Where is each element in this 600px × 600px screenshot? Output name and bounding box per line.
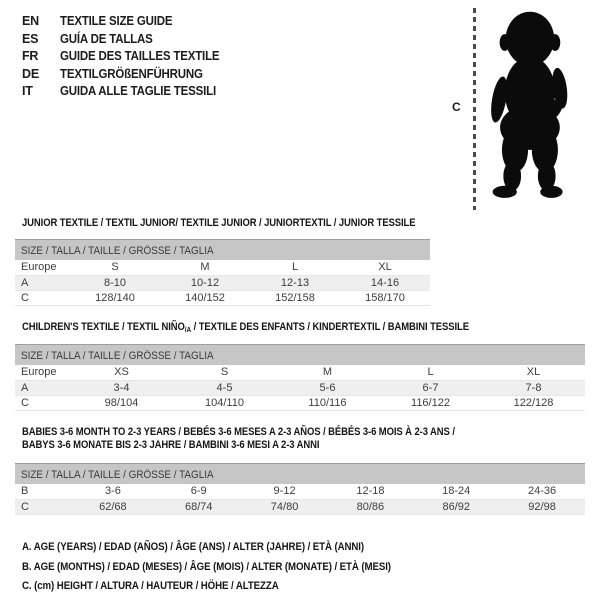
table-row bbox=[15, 260, 430, 275]
lang-title: GUÍA DE TALLAS bbox=[60, 31, 153, 46]
row-label: C bbox=[15, 290, 70, 305]
table-cell: M bbox=[160, 260, 250, 275]
height-measure-label: C bbox=[452, 100, 461, 114]
footnotes-block bbox=[22, 538, 441, 597]
lang-code: DE bbox=[22, 66, 39, 81]
size-header-band: SIZE / TALLA / TAILLE / GRÖSSE / TAGLIA bbox=[15, 464, 585, 485]
table-cell: 128/140 bbox=[70, 290, 160, 305]
table-cell: M bbox=[276, 365, 379, 380]
table-cell: 62/68 bbox=[70, 499, 156, 514]
children-table-title: CHILDREN'S TEXTILE / TEXTIL NIÑO/A / TEXTILE DES ENFANTS / KINDERTEXTIL / BAMBINI TESSILE bbox=[22, 321, 469, 334]
toddler-silhouette-icon bbox=[487, 6, 571, 206]
lang-code: IT bbox=[22, 84, 33, 98]
footnote-c: C. (cm) HEIGHT / ALTURA / HAUTEUR / HÖHE / ALTEZZA bbox=[22, 580, 279, 592]
lang-title: GUIDE DES TAILLES TEXTILE bbox=[60, 49, 220, 63]
table-cell: S bbox=[173, 365, 276, 380]
row-label: A bbox=[15, 275, 70, 290]
lang-title: TEXTILGRÖßENFÜHRUNG bbox=[60, 66, 203, 81]
table-cell: 18-24 bbox=[413, 484, 499, 499]
table-cell: 14-16 bbox=[340, 275, 430, 290]
table-cell: 9-12 bbox=[242, 484, 328, 499]
table-cell: XL bbox=[482, 365, 585, 380]
table-cell: 104/110 bbox=[173, 395, 276, 410]
table-cell: 140/152 bbox=[160, 290, 250, 305]
lang-row-fr bbox=[22, 48, 233, 66]
row-label: Europe bbox=[15, 260, 70, 275]
junior-table-title: JUNIOR TEXTILE / TEXTIL JUNIOR/ TEXTILE JUNIOR / JUNIORTEXTIL / JUNIOR TESSILE bbox=[22, 217, 416, 229]
table-cell: 68/74 bbox=[156, 499, 242, 514]
table-cell: 74/80 bbox=[242, 499, 328, 514]
table-cell: 12-13 bbox=[250, 275, 340, 290]
table-cell: 12-18 bbox=[327, 484, 413, 499]
table-cell: 152/158 bbox=[250, 290, 340, 305]
lang-code: FR bbox=[22, 49, 39, 63]
lang-code: ES bbox=[22, 31, 39, 46]
table-cell: 10-12 bbox=[160, 275, 250, 290]
table-row bbox=[15, 290, 430, 305]
table-cell: XS bbox=[70, 365, 173, 380]
table-cell: 7-8 bbox=[482, 380, 585, 395]
table-cell: S bbox=[70, 260, 160, 275]
table-cell: 122/128 bbox=[482, 395, 585, 410]
table-cell: 92/98 bbox=[499, 499, 585, 514]
table-row bbox=[15, 499, 585, 514]
table-row bbox=[15, 275, 430, 290]
babies-table-title: BABIES 3-6 MONTH TO 2-3 YEARS / BEBÉS 3-6 MESES A 2-3 AÑOS / BÉBÉS 3-6 MOIS À 2-3 ANS / BABYS 3-6 MONATE BIS 2-3 JAHRE / BAMBINI 3-6 MESI A 2-3 ANNI bbox=[22, 426, 455, 451]
size-header-band: SIZE / TALLA / TAILLE / GRÖSSE / TAGLIA bbox=[15, 345, 585, 366]
row-label: B bbox=[15, 484, 70, 499]
table-cell: 6-9 bbox=[156, 484, 242, 499]
children-size-table bbox=[15, 344, 585, 411]
lang-row-es bbox=[22, 31, 233, 49]
lang-title: TEXTILE SIZE GUIDE bbox=[60, 14, 173, 28]
table-cell: 158/170 bbox=[340, 290, 430, 305]
lang-code: EN bbox=[22, 14, 39, 28]
table-cell: XL bbox=[340, 260, 430, 275]
row-label: Europe bbox=[15, 365, 70, 380]
table-cell: L bbox=[379, 365, 482, 380]
table-cell: 8-10 bbox=[70, 275, 160, 290]
lang-row-de bbox=[22, 66, 233, 84]
height-measure-dotted-line bbox=[473, 8, 476, 210]
language-title-block bbox=[22, 13, 233, 101]
lang-row-en bbox=[22, 13, 233, 31]
table-row bbox=[15, 395, 585, 410]
lang-row-it bbox=[22, 83, 233, 101]
table-cell: 86/92 bbox=[413, 499, 499, 514]
table-cell: 110/116 bbox=[276, 395, 379, 410]
table-cell: 3-4 bbox=[70, 380, 173, 395]
table-row bbox=[15, 365, 585, 380]
table-cell: 5-6 bbox=[276, 380, 379, 395]
table-cell: 4-5 bbox=[173, 380, 276, 395]
table-cell: 116/122 bbox=[379, 395, 482, 410]
footnote-a: A. AGE (YEARS) / EDAD (AÑOS) / ÂGE (ANS) / ALTER (JAHRE) / ETÀ (ANNI) bbox=[22, 541, 365, 553]
table-cell: L bbox=[250, 260, 340, 275]
junior-size-table bbox=[15, 239, 430, 306]
row-label: C bbox=[15, 499, 70, 514]
table-cell: 24-36 bbox=[499, 484, 585, 499]
row-label: A bbox=[15, 380, 70, 395]
lang-title: GUIDA ALLE TAGLIE TESSILI bbox=[60, 84, 216, 98]
table-cell: 3-6 bbox=[70, 484, 156, 499]
size-header-band: SIZE / TALLA / TAILLE / GRÖSSE / TAGLIA bbox=[15, 240, 430, 261]
table-cell: 6-7 bbox=[379, 380, 482, 395]
babies-size-table bbox=[15, 463, 585, 515]
table-row bbox=[15, 484, 585, 499]
table-cell: 80/86 bbox=[327, 499, 413, 514]
table-cell: 98/104 bbox=[70, 395, 173, 410]
table-row bbox=[15, 380, 585, 395]
row-label: C bbox=[15, 395, 70, 410]
footnote-b: B. AGE (MONTHS) / EDAD (MESES) / ÂGE (MOIS) / ALTER (MONATE) / ETÀ (MESI) bbox=[22, 560, 391, 573]
